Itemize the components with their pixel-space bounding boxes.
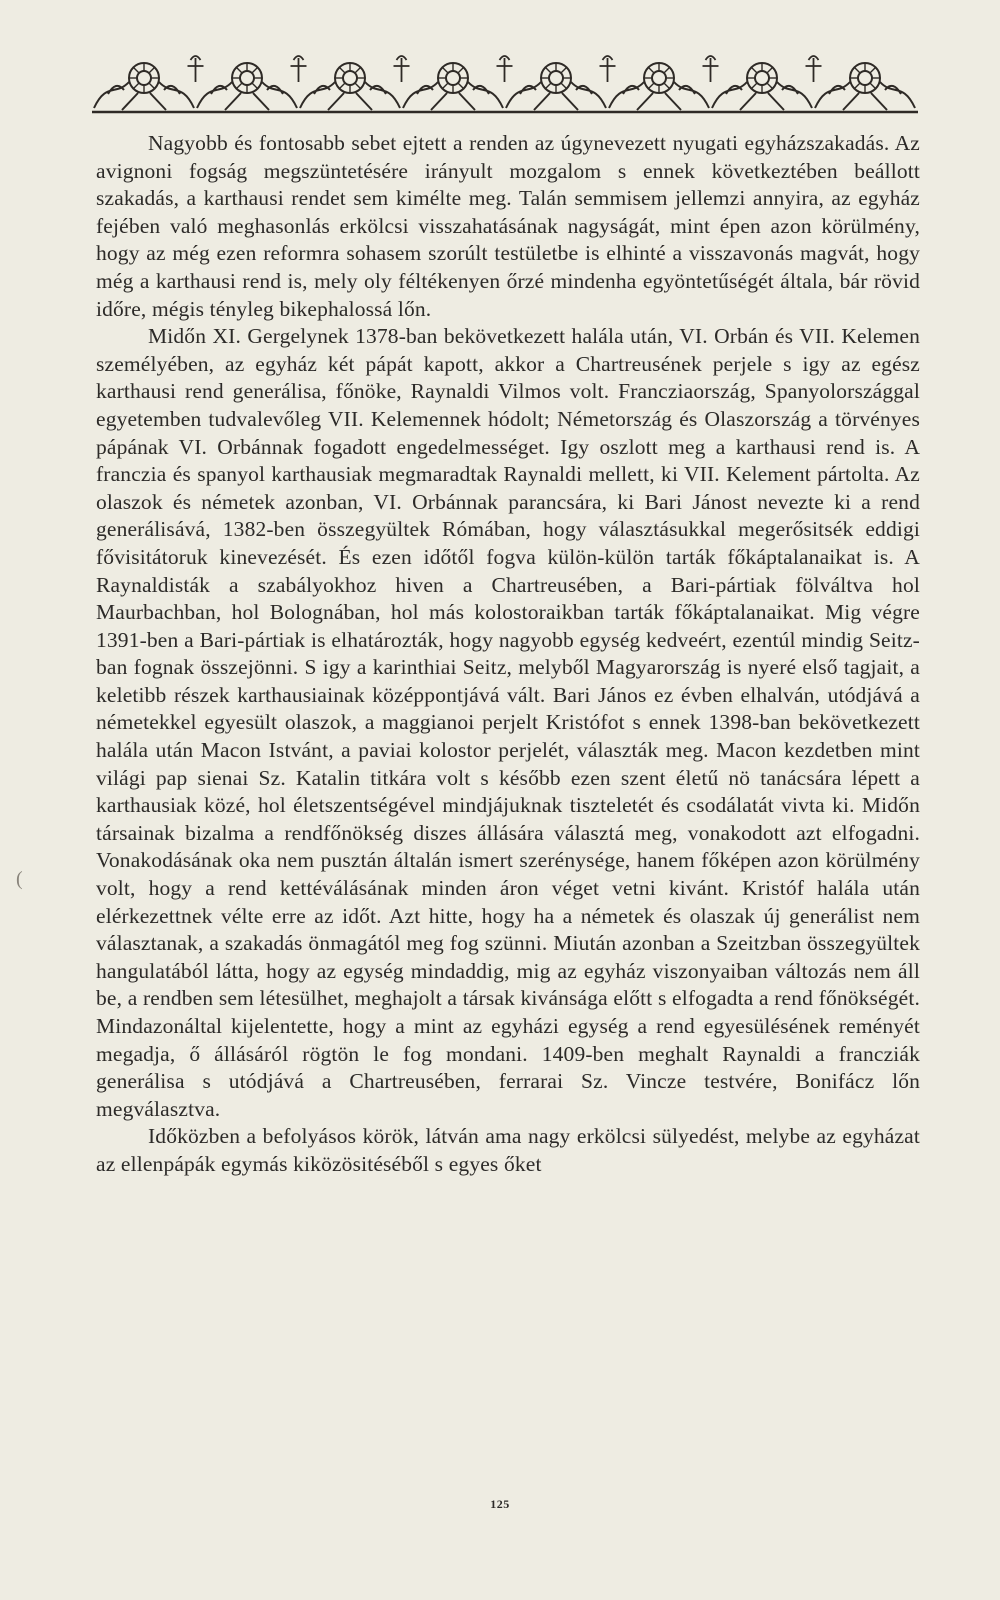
rosette-center-icon <box>652 71 666 85</box>
rosette-petal-icon <box>133 67 139 73</box>
rosette-petal-icon <box>442 83 448 89</box>
rosette-center-icon <box>240 71 254 85</box>
rosette-petal-icon <box>149 67 155 73</box>
cross-flower-icon <box>394 56 410 82</box>
cross-flower-icon <box>806 56 822 82</box>
ornamental-header-band <box>92 52 918 116</box>
rosette-petal-icon <box>870 67 876 73</box>
rosette-petal-icon <box>561 83 567 89</box>
rosette-petal-icon <box>236 67 242 73</box>
paragraph-1: Nagyobb és fontosabb sebet ejtett a renden az úgynevezett nyugati egyházszakadás. Az avignoni fogság megszüntetésére irányult mozgalom s ennek következtében beállott szakadás, a karthausi rendet sem kimélte meg. Talán semmisem jellemzi annyira, az egyház fejében való meghasonlás erkölcsi visszahatásának nagyságát, mint épen azon körülmény, hogy az még ezen reformra sohasem szorúlt testületbe is elhinté a visszavonás magvát, hogy még a karthausi rend is, mely oly féltékenyen őrzé mindenha egyöntetűségét általa, bár rövid időre, mégis tényleg bikephalossá lőn. <box>96 131 920 321</box>
rosette-petal-icon <box>252 83 258 89</box>
rosette-petal-icon <box>854 67 860 73</box>
rosette-petal-icon <box>355 67 361 73</box>
margin-mark: ( <box>16 868 23 890</box>
cross-flower-icon <box>291 56 307 82</box>
rosette-petal-icon <box>664 67 670 73</box>
rosette-petal-icon <box>561 67 567 73</box>
rosette-petal-icon <box>545 83 551 89</box>
rosette-petal-icon <box>355 83 361 89</box>
rosette-center-icon <box>446 71 460 85</box>
rosette-petal-icon <box>442 67 448 73</box>
rosette-petal-icon <box>767 67 773 73</box>
rosette-petal-icon <box>458 67 464 73</box>
rosette-petal-icon <box>648 67 654 73</box>
rosette-petal-icon <box>252 67 258 73</box>
body-text <box>96 130 920 1179</box>
rosette-petal-icon <box>767 83 773 89</box>
rosette-petal-icon <box>870 83 876 89</box>
cross-flower-icon <box>703 56 719 82</box>
rosette-petal-icon <box>664 83 670 89</box>
cross-flower-icon <box>188 56 204 82</box>
page-number: 125 <box>490 1497 510 1511</box>
rosette-petal-icon <box>854 83 860 89</box>
rosette-center-icon <box>549 71 563 85</box>
paragraph-3: Időközben a befolyásos körök, látván ama nagy erkölcsi sülyedést, melybe az egyházat az ellenpápák egymás kiközösitéséből s egyes őket <box>96 1124 920 1176</box>
rosette-petal-icon <box>133 83 139 89</box>
rosette-petal-icon <box>458 83 464 89</box>
cross-flower-icon <box>600 56 616 82</box>
rosette-center-icon <box>755 71 769 85</box>
rosette-petal-icon <box>236 83 242 89</box>
rosette-petal-icon <box>545 67 551 73</box>
ornament-pattern <box>94 56 915 110</box>
rosette-petal-icon <box>648 83 654 89</box>
rosette-center-icon <box>137 71 151 85</box>
paragraph-2: Midőn XI. Gergelynek 1378-ban bekövetkezett halála után, VI. Orbán és VII. Kelemen személyében, az egyház két pápát kapott, akkor a Chartreusének perjele s igy az egész karthausi rend generálisa, főnöke, Raynaldi Vilmos volt. Francziaország, Spanyolországgal egyetemben tudvalevőleg VII. Kelemennek hódolt; Németország és Olaszország a törvényes pápának VI. Orbánnak fogadott engedelmességet. Igy oszlott meg a karthausi rend is. A franczia és spanyol karthausiak megmaradtak Raynaldi mellett, ki VII. Kelement pártolta. Az olaszok és németek azonban, VI. Orbánnak parancsára, ki Bari Jánost nevezte ki a rend generálisává, 1382-ben összegyültek Rómában, hogy választásukkal megerősitsék eddigi fővisitátoruk kinevezését. És ezen időtől fogva külön-külön tarták főkáptalanaikat is. A Raynaldisták a szabályokhoz hiven a Chartreusében, a Bari-pártiak fölváltva hol Maurbachban, hol Bolognában, hol más kolostoraikban tarták főkáptalanaikat. Mig végre 1391-ben a Bari-pártiak is elhatározták, hogy nagyobb egység kedveért, ezentúl mindig Seitz-ban fognak összejönni. S igy a karinthiai Seitz, melyből Magyarország is nyeré első tagjait, a keletibb részek karthausiainak középpontjává vált. Bari János ez évben elhalván, utódjává a németekkel egyesült olaszok, a maggianoi perjelt Kristófot s ennek 1398-ban bekövetkezett halála után Macon Istvánt, a paviai kolostor perjelét, választák meg. Macon kezdetben mint világi pap sienai Sz. Katalin titkára volt s később ezen szent életű nö tanácsára lépett a karthausiak közé, hol életszentségével mindjájuknak tiszteletét és csodálatát vivta ki. Midőn társainak bizalma a rendfőnökség diszes állására választá meg, vonakodott azt elfogadni. Vonakodásának oka nem pusztán általán ismert szerénysége, hanem főképen azon körülmény volt, hogy a rend kettéválásának minden áron véget vetni kivánt. Kristóf halála után elérkezettnek vélte erre az időt. Azt hitte, hogy ha a németek és olaszak új generálist nem választanak, a szakadás önmagától meg fog szünni. Miután azonban a Szeitzban összegyültek hangulatából látta, hogy az egység mindaddig, mig az egyház viszonyaiban változás nem áll be, a rendben sem létesülhet, meghajolt a társak kivánsága előtt s elfogadta a rend főnökségét. Mindazonáltal kijelentette, hogy a mint az egyházi egység a rend egyesülésének reményét megadja, ő állásáról rögtön le fog mondani. 1409-ben meghalt Raynaldi a francziák generálisa s utódjává a Chartreusében, ferrarai Sz. Vincze testvére, Bonifácz lőn megválasztva. <box>96 324 920 1121</box>
rosette-petal-icon <box>339 83 345 89</box>
rosette-petal-icon <box>339 67 345 73</box>
rosette-petal-icon <box>751 83 757 89</box>
rosette-petal-icon <box>751 67 757 73</box>
cross-flower-icon <box>497 56 513 82</box>
rosette-center-icon <box>858 71 872 85</box>
rosette-petal-icon <box>149 83 155 89</box>
rosette-center-icon <box>343 71 357 85</box>
